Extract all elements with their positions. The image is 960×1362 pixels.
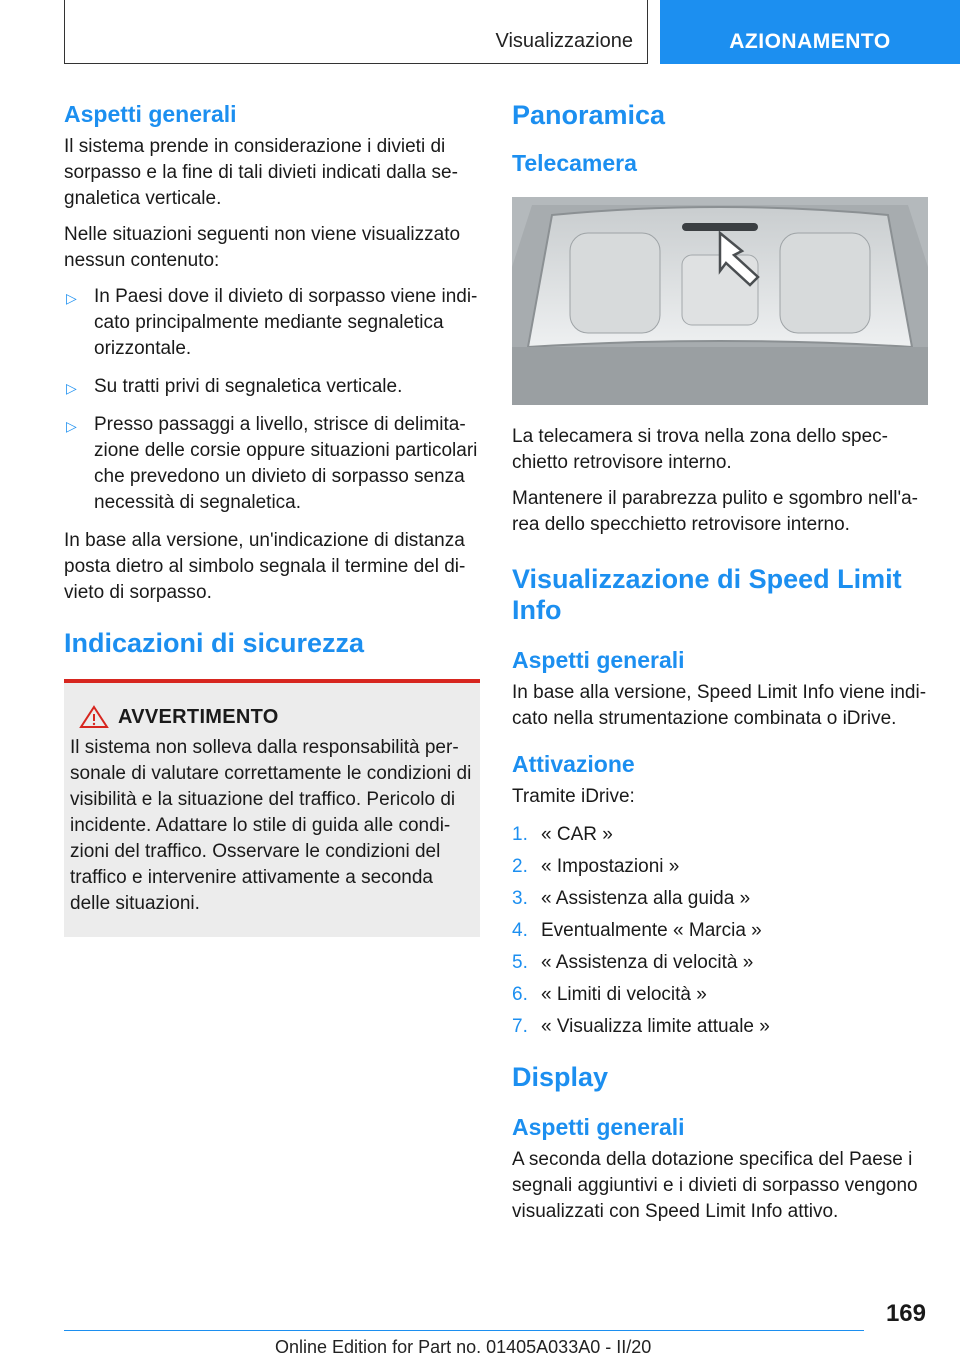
step-text: « Impostazioni » — [541, 856, 680, 877]
camera-location-illustration — [512, 197, 928, 405]
step-item — [512, 982, 928, 1008]
step-number: 1. — [512, 824, 528, 845]
step-text: « CAR » — [541, 824, 613, 845]
heading-camera: Telecamera — [512, 150, 637, 176]
step-item — [512, 822, 928, 848]
heading-speed-limit-info: Visualizzazione di Speed Limit Info — [512, 564, 902, 625]
triangle-bullet-icon: ▷ — [66, 290, 77, 306]
bullet-list — [64, 284, 480, 516]
paragraph-camera-location: La telecamera si trova nella zona dello spec-chietto retrovisore interno. — [512, 426, 888, 473]
heading-safety: Indicazioni di sicurezza — [64, 628, 365, 658]
heading-display: Display — [512, 1062, 609, 1092]
list-item-text: Su tratti privi di segnaletica verticale. — [94, 376, 403, 397]
step-number: 7. — [512, 1016, 528, 1037]
step-item — [512, 886, 928, 912]
paragraph-activation: Tramite iDrive: — [512, 786, 635, 807]
page-number: 169 — [885, 1300, 926, 1327]
list-item-text: In Paesi dove il divieto di sorpasso viene indi-cato principalmente mediante segnaletica orizzontale. — [94, 286, 478, 359]
step-text: « Assistenza di velocità » — [541, 952, 754, 973]
step-text: « Visualizza limite attuale » — [541, 1016, 770, 1037]
footer-edition: Online Edition for Part no. 01405A033A0 - II/20 — [275, 1337, 652, 1357]
warning-triangle-icon — [74, 705, 114, 729]
left-column — [64, 100, 480, 937]
step-item — [512, 854, 928, 880]
list-item — [64, 412, 480, 516]
step-number: 4. — [512, 920, 528, 941]
step-text: « Assistenza alla guida » — [541, 888, 751, 909]
header-chapter-tab: AZIONAMENTO — [660, 0, 960, 64]
header-section-title: Visualizzazione — [495, 30, 633, 52]
heading-activation: Attivazione — [512, 751, 635, 777]
activation-steps — [512, 822, 928, 1040]
step-number: 2. — [512, 856, 528, 877]
step-item — [512, 918, 928, 944]
footer-divider — [64, 1330, 864, 1331]
list-item — [64, 374, 480, 400]
paragraph-intro: Il sistema prende in considerazione i divieti di sorpasso e la fine di tali divieti indicati dalla se-gnaletica verticale. — [64, 136, 458, 209]
list-item-text: Presso passaggi a livello, strisce di delimita-zione delle corsie oppure situazioni particolari che prevedono un divieto di sorpasso senza necessità di segnaletica. — [94, 414, 478, 513]
step-number: 5. — [512, 952, 528, 973]
heading-general: Aspetti generali — [64, 101, 237, 127]
triangle-bullet-icon: ▷ — [66, 380, 77, 396]
heading-general-2: Aspetti generali — [512, 647, 685, 673]
right-column — [512, 100, 928, 1235]
heading-general-3: Aspetti generali — [512, 1114, 685, 1140]
step-item — [512, 1014, 928, 1040]
step-number: 6. — [512, 984, 528, 1005]
triangle-bullet-icon: ▷ — [66, 418, 77, 434]
warning-box — [64, 679, 480, 937]
step-number: 3. — [512, 888, 528, 909]
paragraph-camera-clean: Mantenere il parabrezza pulito e sgombro nell'a-rea dello specchietto retrovisore interno. — [512, 488, 919, 535]
paragraph-no-content: Nelle situazioni seguenti non viene visualizzato nessun contenuto: — [64, 224, 461, 271]
step-text: Eventualmente « Marcia » — [541, 920, 762, 941]
heading-overview: Panoramica — [512, 100, 666, 130]
list-item — [64, 284, 480, 362]
paragraph-general-3: A seconda della dotazione specifica del Paese i segnali aggiuntivi e i divieti di sorpasso vengono visualizzati con Speed Limit Info attivo. — [512, 1149, 918, 1222]
step-text: « Limiti di velocità » — [541, 984, 707, 1005]
warning-title: AVVERTIMENTO — [118, 705, 279, 728]
step-item — [512, 950, 928, 976]
warning-header — [70, 705, 474, 729]
paragraph-distance: In base alla versione, un'indicazione di distanza posta dietro al simbolo segnala il termine del di-vieto di sorpasso. — [64, 530, 466, 603]
warning-text: Il sistema non solleva dalla responsabilità per-sonale di valutare correttamente le condizioni di visibilità e la situazione del traffico. Pericolo di incidente. Adattare lo stile di guida alle condi-zioni del traffico. Osservare le condizioni del traffico e intervenire attivamente a seconda delle situazioni. — [70, 737, 472, 914]
paragraph-general-2: In base alla versione, Speed Limit Info viene indi-cato nella strumentazione combinata o iDrive. — [512, 682, 927, 729]
header-section-box — [64, 0, 648, 64]
